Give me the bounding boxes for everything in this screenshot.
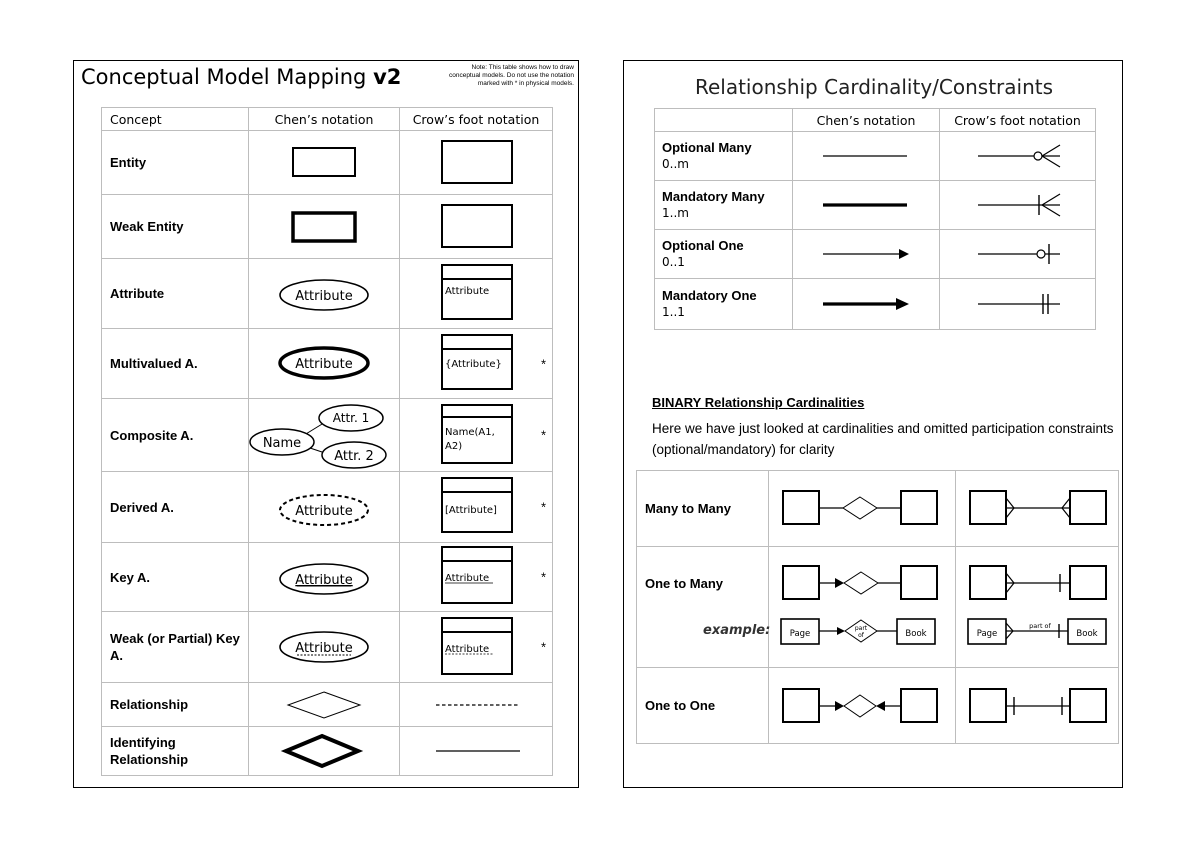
svg-text:Attribute: Attribute [295, 504, 353, 519]
derived-crow-symbol [400, 472, 552, 542]
cardinality-panel [623, 60, 1123, 788]
identifying-relationship-chen-symbol [249, 727, 399, 775]
svg-text:[Attribute]: [Attribute] [445, 505, 497, 516]
many-to-many-crow-diagram [956, 471, 1118, 546]
chen-cell [249, 131, 400, 195]
table-row [102, 612, 553, 683]
svg-text:Attr. 2: Attr. 2 [334, 449, 374, 464]
svg-text:part of: part of [1029, 622, 1051, 630]
row-label: Optional Many 0..m [655, 132, 793, 181]
svg-text:part: part [854, 625, 868, 632]
svg-text:Book: Book [1076, 629, 1098, 639]
header-empty [655, 109, 793, 132]
header-chen: Chen’s notation [249, 108, 400, 131]
row-label: Weak (or Partial) Key A. [102, 612, 249, 683]
binary-heading: BINARY Relationship Cardinalities [652, 395, 865, 410]
chen-cell [249, 683, 400, 727]
crow-cell [400, 131, 553, 195]
composite-chen-symbol [249, 399, 399, 471]
table-row [655, 230, 1096, 279]
one-to-many-crow-diagram [956, 547, 1118, 667]
binary-cardinality-table [636, 470, 1119, 744]
svg-text:Book: Book [905, 629, 927, 639]
one-to-one-chen-diagram [769, 668, 955, 743]
row-label: Identifying Relationship [102, 727, 249, 776]
table-row [655, 132, 1096, 181]
physical-warning-star: * [540, 427, 546, 443]
row-label: Key A. [102, 543, 249, 612]
mandatory-many-chen-line [793, 181, 939, 229]
mandatory-many-crow-symbol [940, 181, 1095, 229]
svg-text:Attribute: Attribute [295, 573, 353, 588]
optional-many-chen-line [793, 132, 939, 180]
key-attribute-crow-symbol [400, 543, 552, 611]
svg-text:Attribute: Attribute [445, 573, 490, 584]
row-label: Derived A. [102, 472, 249, 543]
svg-text:Attribute: Attribute [295, 289, 353, 304]
svg-text:of: of [858, 632, 864, 639]
table-header-row [102, 108, 553, 131]
table-row [102, 131, 553, 195]
crow-cell [940, 279, 1096, 330]
crow-cell [400, 399, 553, 472]
physical-warning-star: * [540, 499, 546, 515]
chen-cell [769, 668, 956, 744]
table-row [637, 547, 1119, 668]
row-label: Multivalued A. [102, 329, 249, 399]
crow-cell [400, 195, 553, 259]
chen-cell [249, 259, 400, 329]
identifying-relationship-crow-symbol [400, 727, 552, 775]
row-label: Mandatory One 1..1 [655, 279, 793, 330]
table-row [637, 471, 1119, 547]
weak-entity-crow-symbol [400, 195, 552, 258]
crow-cell [400, 472, 553, 543]
mandatory-one-chen-arrow [793, 279, 939, 329]
chen-cell [793, 181, 940, 230]
relationship-chen-symbol [249, 683, 399, 726]
chen-cell [249, 612, 400, 683]
crow-cell [400, 612, 553, 683]
cardinality-table [654, 108, 1096, 330]
row-label: One to Many example: [637, 547, 769, 668]
crow-cell [400, 683, 553, 727]
weak-entity-chen-symbol [249, 195, 399, 258]
conceptual-mapping-panel [73, 60, 579, 788]
crow-cell [400, 543, 553, 612]
partial-key-crow-symbol [400, 612, 552, 682]
row-label: Relationship [102, 683, 249, 727]
chen-cell [793, 132, 940, 181]
chen-cell [793, 279, 940, 330]
table-row [655, 279, 1096, 330]
page-title [81, 65, 401, 89]
optional-one-chen-arrow [793, 230, 939, 278]
table-row [102, 399, 553, 472]
svg-text:Name(A1,: Name(A1, [445, 427, 495, 438]
derived-chen-symbol [249, 472, 399, 542]
title-version: v2 [373, 65, 402, 89]
svg-text:Name: Name [262, 436, 302, 451]
chen-cell [249, 727, 400, 776]
chen-cell [249, 329, 400, 399]
header-crows-foot: Crow’s foot notation [940, 109, 1096, 132]
many-to-many-chen-diagram [769, 471, 955, 546]
chen-cell [769, 547, 956, 668]
header-chen: Chen’s notation [793, 109, 940, 132]
panel-title: Relationship Cardinality/Constraints [694, 75, 1054, 99]
crow-cell [956, 547, 1119, 668]
relationship-crow-symbol [400, 683, 552, 726]
crow-cell [940, 132, 1096, 181]
table-row [102, 683, 553, 727]
table-row [102, 727, 553, 776]
title-text: Conceptual Model Mapping [81, 65, 374, 89]
svg-text:Attribute: Attribute [295, 641, 353, 656]
crow-cell [400, 727, 553, 776]
table-row [102, 543, 553, 612]
binary-description: Here we have just looked at cardinalities and omitted participation constraints (optional/mandatory) for clarity [652, 421, 1114, 457]
row-label: Mandatory Many 1..m [655, 181, 793, 230]
physical-warning-star: * [540, 569, 546, 585]
crow-cell [400, 329, 553, 399]
chen-cell [249, 195, 400, 259]
row-label: Many to Many [637, 471, 769, 547]
physical-warning-star: * [540, 356, 546, 371]
mapping-table [101, 107, 553, 776]
chen-cell [249, 472, 400, 543]
svg-text:A2): A2) [445, 441, 463, 452]
entity-crow-symbol [400, 131, 552, 194]
one-to-many-chen-diagram [769, 547, 955, 667]
optional-one-crow-symbol [940, 230, 1095, 278]
row-label: Composite A. [102, 399, 249, 472]
table-row [637, 668, 1119, 744]
note-text: Note: This table shows how to draw conceptual models. Do not use the notation marked with * in physical models. [448, 64, 574, 87]
crow-cell [400, 259, 553, 329]
mandatory-one-crow-symbol [940, 279, 1095, 329]
physical-warning-star: * [540, 639, 546, 655]
header-concept: Concept [102, 108, 249, 131]
attribute-chen-symbol [249, 259, 399, 328]
crow-cell [940, 181, 1096, 230]
key-attribute-chen-symbol [249, 543, 399, 611]
chen-cell [249, 543, 400, 612]
table-row [102, 472, 553, 543]
svg-text:{Attribute}: {Attribute} [445, 359, 502, 370]
chen-cell [769, 471, 956, 547]
table-row [655, 181, 1096, 230]
attribute-crow-symbol [400, 259, 552, 328]
row-label: Optional One 0..1 [655, 230, 793, 279]
composite-crow-symbol [400, 399, 552, 471]
one-to-one-crow-diagram [956, 668, 1118, 743]
example-label: example: [703, 623, 771, 638]
svg-text:Attribute: Attribute [445, 644, 490, 655]
svg-text:Attribute: Attribute [445, 286, 490, 297]
row-label: Entity [102, 131, 249, 195]
svg-text:Page: Page [789, 629, 811, 639]
multivalued-crow-symbol [400, 329, 552, 398]
multivalued-chen-symbol [249, 329, 399, 398]
chen-cell [249, 399, 400, 472]
table-row [102, 259, 553, 329]
chen-cell [793, 230, 940, 279]
crow-cell [956, 668, 1119, 744]
row-label: Weak Entity [102, 195, 249, 259]
svg-text:Page: Page [976, 629, 998, 639]
optional-many-crow-symbol [940, 132, 1095, 180]
entity-chen-symbol [249, 131, 399, 194]
table-header-row [655, 109, 1096, 132]
row-label: One to One [637, 668, 769, 744]
svg-text:Attr. 1: Attr. 1 [332, 411, 370, 425]
table-row [102, 195, 553, 259]
crow-cell [956, 471, 1119, 547]
table-row [102, 329, 553, 399]
header-crows-foot: Crow’s foot notation [400, 108, 553, 131]
crow-cell [940, 230, 1096, 279]
svg-text:Attribute: Attribute [295, 357, 353, 372]
row-label: Attribute [102, 259, 249, 329]
partial-key-chen-symbol [249, 612, 399, 682]
